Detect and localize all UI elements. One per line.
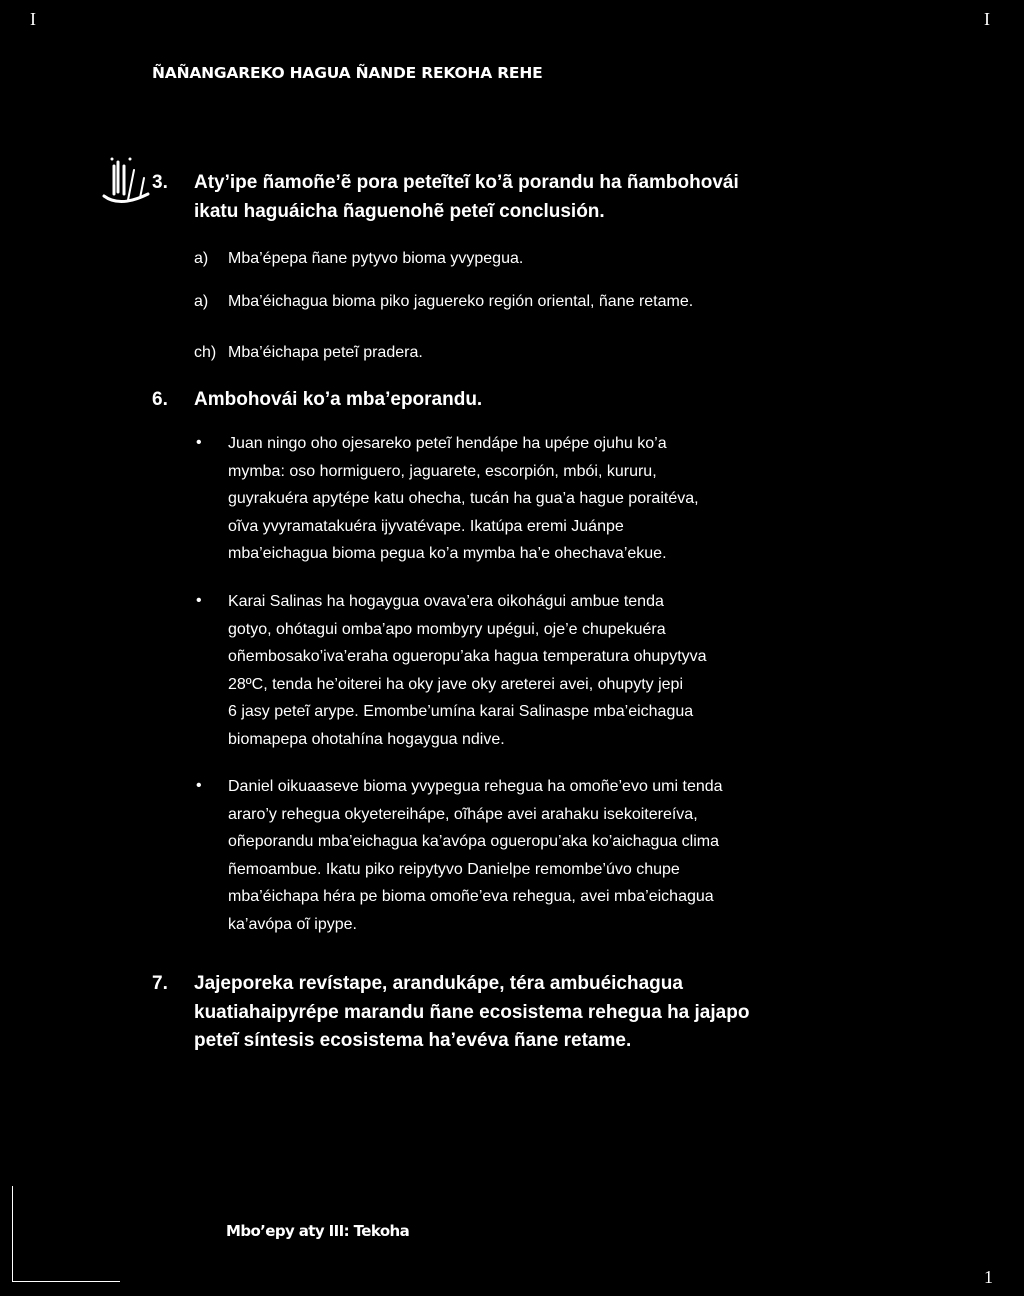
- question-6-text: Ambohovái ko’a mba’eporandu.: [194, 389, 483, 410]
- question-3-item-ch: [194, 344, 423, 362]
- paragraph-line: mba’eichagua bioma pegua ko’a mymba ha’e ohechava’ekue.: [228, 545, 667, 562]
- item-text: Mba’éichagua bioma piko jaguereko región oriental, ñane retame.: [228, 293, 694, 310]
- pencil-writing-icon: [100, 156, 152, 212]
- item-text: Mba’épepa ñane pytyvo bioma yvypegua.: [228, 250, 524, 267]
- crop-mark-top-left: I: [30, 9, 36, 29]
- question-7-number: 7.: [152, 973, 168, 994]
- question-7-line: peteĩ síntesis ecosistema ha’evéva ñane retame.: [194, 1030, 632, 1051]
- footer-rule-vertical: [12, 1186, 13, 1282]
- paragraph-line: 6 jasy peteĩ arype. Emombe’umína karai Salinaspe mba’eichagua: [228, 703, 694, 720]
- paragraph-line: mymba: oso hormiguero, jaguarete, escorpión, mbói, kururu,: [228, 462, 657, 480]
- item-label: a): [194, 250, 209, 267]
- paragraph-line: Karai Salinas ha hogaygua ovava’era oikohágui ambue tenda: [228, 593, 664, 610]
- bullet-3: •: [196, 777, 202, 794]
- question-3-line-1: Aty’ipe ñamoñe’ẽ pora peteĩteĩ ko’ã porandu ha ñambohovái: [194, 172, 739, 193]
- paragraph-line: Juan ningo oho ojesareko peteĩ hendápe ha upépe ojuhu ko’a: [228, 435, 667, 452]
- question-7-line: Jajeporeka revístape, arandukápe, téra ambuéichagua: [194, 973, 683, 994]
- item-label: ch): [194, 344, 217, 361]
- paragraph-line: ka’avópa oĩ ipype.: [228, 915, 357, 933]
- paragraph-line: oñembosako’iva’eraha ogueropu’aka hagua temperatura ohupytyva: [228, 648, 707, 665]
- question-6-number: 6.: [152, 389, 168, 410]
- footer-unit-label: Mbo’epy aty III: Tekoha: [226, 1222, 410, 1240]
- paragraph-line: oñeporandu mba’eichagua ka’avópa ogueropu’aka ko’aichagua clima: [228, 833, 720, 850]
- question-7-line: kuatiahaipyrépe marandu ñane ecosistema rehegua ha jajapo: [194, 1001, 750, 1023]
- bullet-1: •: [196, 434, 202, 451]
- question-3-item-b: [194, 293, 693, 311]
- paragraph-daniel: [228, 773, 818, 938]
- paragraph-line: gotyo, ohótagui omba’apo mombyry upégui, oje’e chupekuéra: [228, 620, 666, 638]
- question-3-item-a: [194, 250, 523, 268]
- bullet-2: •: [196, 592, 202, 609]
- item-label: a): [194, 293, 209, 310]
- question-3-text: [194, 168, 739, 226]
- paragraph-line: 28ºC, tenda he’oiterei ha oky jave oky areterei avei, ohupyty jepi: [228, 675, 683, 693]
- paragraph-line: guyrakuéra apytépe katu ohecha, tucán ha gua’a hague poraitéva,: [228, 490, 699, 507]
- footer-rule-horizontal: [12, 1281, 120, 1282]
- question-3-line-2: ikatu haguáicha ñaguenohẽ peteĩ conclusión.: [194, 201, 605, 222]
- crop-mark-bottom-right: 1: [984, 1267, 993, 1287]
- paragraph-salinas: [228, 588, 818, 753]
- question-3-number: 3.: [152, 172, 168, 193]
- paragraph-line: araro’y rehegua okyetereiháре, oĩhápe avei arahaku isekoitereíva,: [228, 805, 698, 823]
- paragraph-juan: [228, 430, 818, 568]
- paragraph-line: oĩva yvyramatakuéra ijyvatévape. Ikatúpa eremi Juánpe: [228, 517, 624, 535]
- crop-mark-top-right: I: [984, 9, 990, 29]
- paragraph-line: ñemoambue. Ikatu piko reipytyvo Danielpe remombe’úvo chupe: [228, 860, 680, 878]
- paragraph-line: mba’éichapa héra pe bioma omoñe’eva rehegua, avei mba’eichagua: [228, 888, 714, 905]
- item-text: Mba’éichapa peteĩ pradera.: [228, 344, 423, 361]
- question-7-text: [194, 970, 814, 1056]
- paragraph-line: Daniel oikuaaseve bioma yvypegua rehegua ha omoñe’evo umi tenda: [228, 778, 723, 795]
- paragraph-line: biomapepa ohotahína hogaygua ndive.: [228, 730, 505, 748]
- page-header: ÑAÑANGAREKO HAGUA ÑANDE REKOHA REHE: [152, 64, 543, 82]
